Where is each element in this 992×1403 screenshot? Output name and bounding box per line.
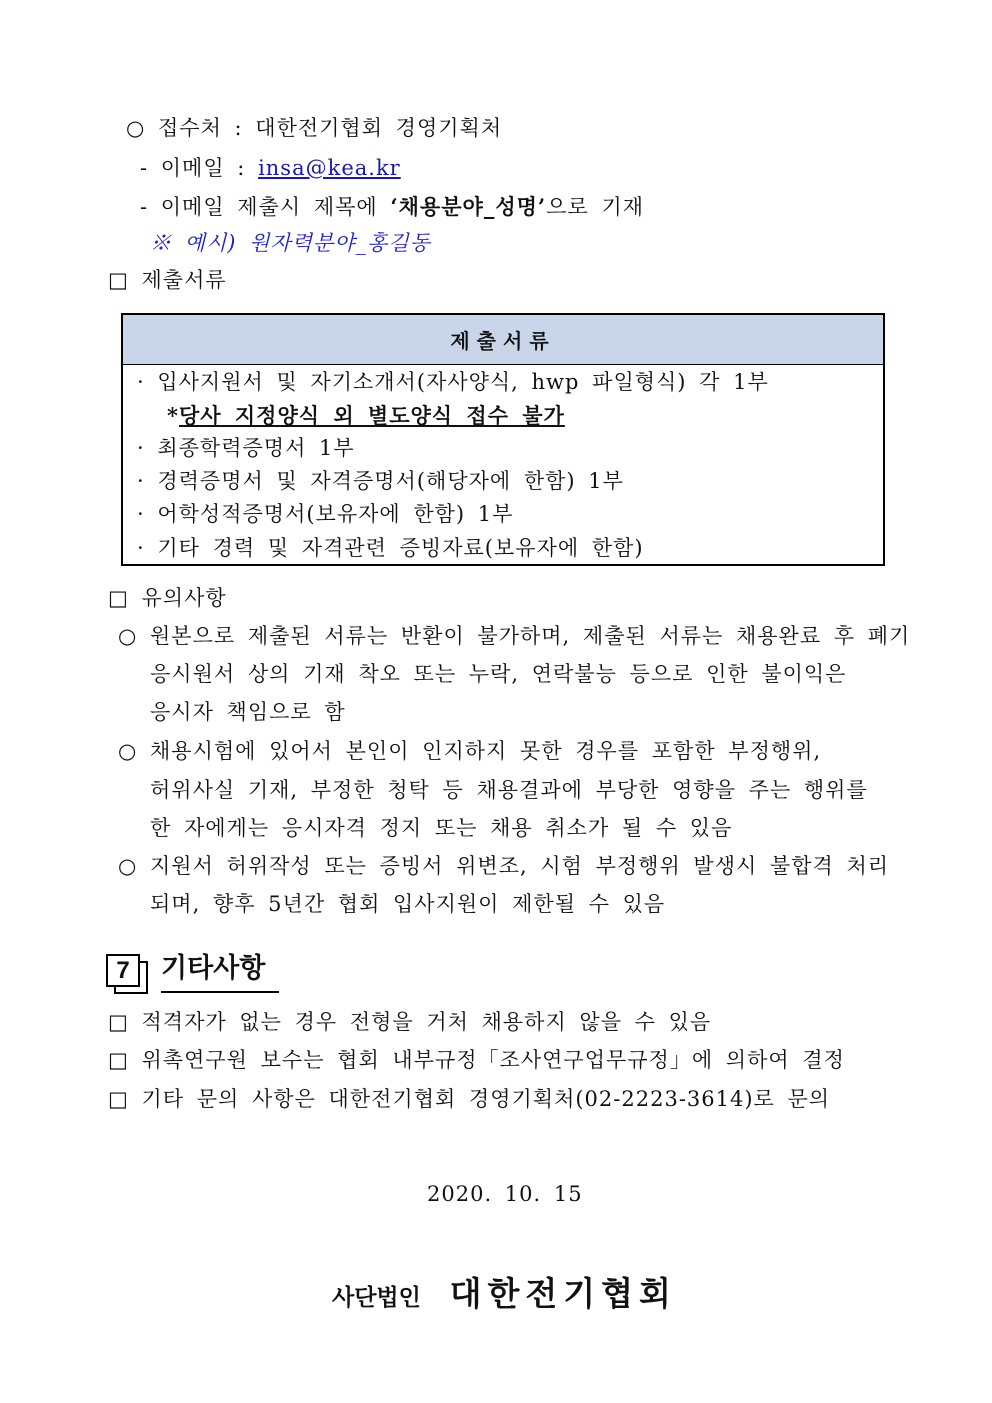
caution-line: 되며, 향후 5년간 협회 입사지원이 제한될 수 있음	[150, 892, 666, 916]
cautions-heading: □ 유의사항	[108, 586, 227, 610]
document-item: · 기타 경력 및 자격관련 증빙자료(보유자에 한함)	[137, 536, 644, 560]
document-item: · 최종학력증명서 1부	[137, 436, 355, 460]
section-number: 7	[106, 954, 140, 987]
caution-line: ○ 원본으로 제출된 서류는 반환이 불가하며, 제출된 서류는 채용완료 후 폐기	[118, 624, 911, 648]
misc-line: □ 적격자가 없는 경우 전형을 거처 채용하지 않을 수 있음	[108, 1010, 712, 1034]
section-title-underline	[161, 991, 279, 993]
document-item: · 입사지원서 및 자기소개서(자사양식, hwp 파일형식) 각 1부	[137, 370, 769, 394]
subject-format: ‘채용분야_성명’	[390, 194, 547, 219]
email-label: - 이메일 :	[140, 156, 259, 180]
email-line	[140, 158, 401, 179]
signature-name: 대한전기협회	[449, 1274, 677, 1313]
document-item: · 어학성적증명서(보유자에 한함) 1부	[137, 502, 514, 526]
signature	[332, 1274, 677, 1313]
document-date: 2020. 10. 15	[427, 1182, 583, 1206]
submission-place: ○ 접수처 : 대한전기협회 경영기획처	[126, 116, 503, 140]
note-text: 당사 지정양식 외 별도양식 접수 불가	[178, 403, 565, 428]
signature-prefix: 사단법인	[332, 1284, 421, 1311]
section-title: 기타사항	[161, 953, 266, 983]
subject-suffix: 으로 기재	[546, 195, 645, 219]
documents-table-header: 제출서류	[123, 315, 883, 365]
caution-line: 응시자 책임으로 함	[150, 700, 346, 724]
subject-line	[140, 196, 644, 218]
document-note	[167, 405, 565, 426]
caution-line: ○ 지원서 허위작성 또는 증빙서 위변조, 시험 부정행위 발생시 불합격 처리	[118, 854, 890, 878]
document-item: · 경력증명서 및 자격증명서(해당자에 한함) 1부	[137, 469, 624, 493]
caution-line: 응시원서 상의 기재 착오 또는 누락, 연락불능 등으로 인한 불이익은	[150, 662, 847, 686]
caution-line: 한 자에게는 응시자격 정지 또는 채용 취소가 될 수 있음	[150, 816, 733, 840]
email-link[interactable]: insa@kea.kr	[258, 156, 401, 180]
subject-prefix: - 이메일 제출시 제목에	[140, 195, 391, 219]
caution-line: ○ 채용시험에 있어서 본인이 인지하지 못한 경우를 포함한 부정행위,	[118, 739, 822, 763]
misc-line: □ 기타 문의 사항은 대한전기협회 경영기획처(02-2223-3614)로 문의	[108, 1087, 831, 1111]
misc-line: □ 위촉연구원 보수는 협회 내부규정「조사연구업무규정」에 의하여 결정	[108, 1048, 845, 1072]
subject-example: ※ 예시) 원자력분야_홍길동	[150, 231, 431, 255]
caution-line: 허위사실 기재, 부정한 청탁 등 채용결과에 부당한 영향을 주는 행위를	[150, 778, 868, 802]
note-asterisk: *	[167, 403, 179, 428]
documents-table	[121, 313, 885, 566]
documents-heading: □ 제출서류	[108, 268, 227, 292]
